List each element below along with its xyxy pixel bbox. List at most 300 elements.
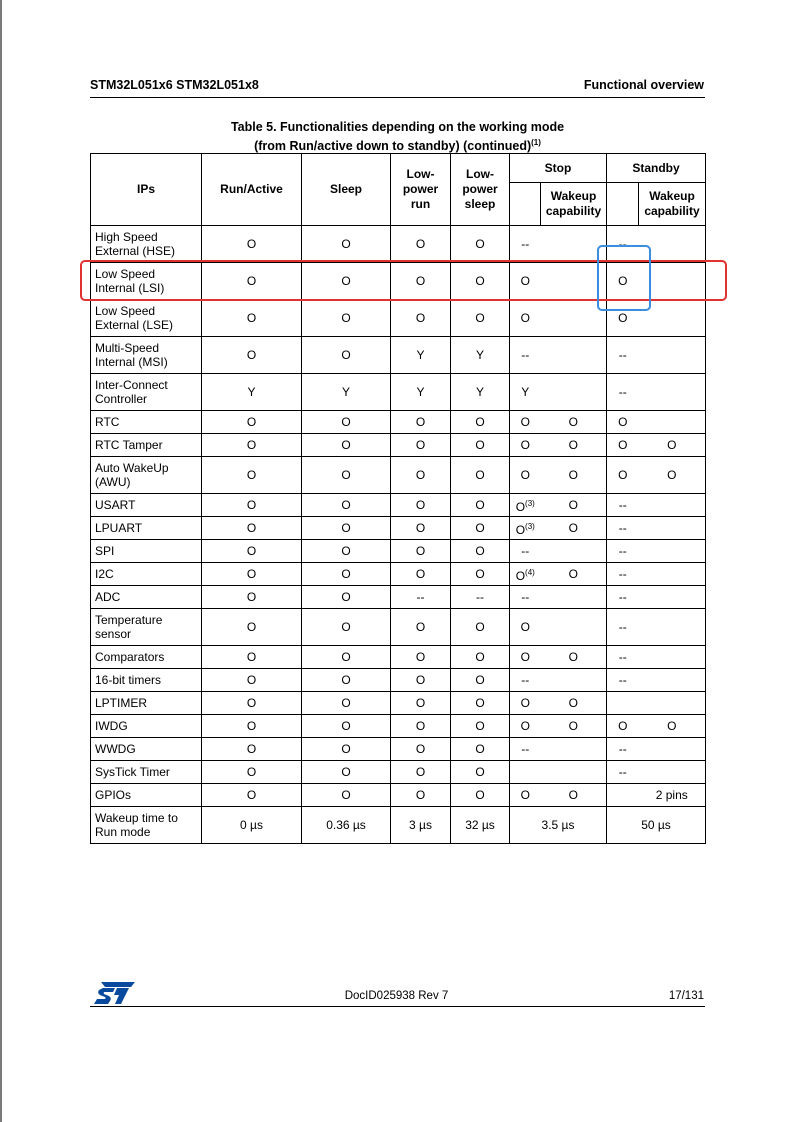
cell-sleep <box>302 669 391 692</box>
header-run-active: Run/Active <box>202 154 302 226</box>
cell-stby <box>607 669 639 692</box>
cell-value: -- <box>521 544 530 558</box>
cell-value: O <box>246 438 257 452</box>
cell-stop-w <box>541 692 607 715</box>
cell-value: O <box>618 311 628 325</box>
cell-stop <box>510 761 541 784</box>
cell-value: -- <box>521 237 530 251</box>
cell-value: -- <box>618 237 627 251</box>
cell-lps <box>451 226 510 263</box>
cell-value: O <box>475 521 485 535</box>
cell-sleep <box>302 434 391 457</box>
cell-value: O <box>246 521 257 535</box>
cell-lps <box>451 715 510 738</box>
cell-stby-w <box>639 563 706 586</box>
cell-run <box>202 226 302 263</box>
cell-stop <box>510 609 541 646</box>
cell-stop-w <box>541 494 607 517</box>
cell-lpr <box>391 434 451 457</box>
cell-value: Y <box>416 385 425 399</box>
cell-value: O <box>618 719 628 733</box>
header-stop-blank <box>510 183 541 226</box>
cell-value: O <box>415 544 426 558</box>
cell-value: O <box>520 650 530 664</box>
cell-stop-w <box>541 434 607 457</box>
cell-run <box>202 374 302 411</box>
cell-lps <box>451 457 510 494</box>
table-row <box>91 374 706 411</box>
caption-line-2 <box>90 135 705 154</box>
cell-value: O <box>520 468 530 482</box>
cell-value: O <box>341 498 351 512</box>
cell-value: O <box>246 274 257 288</box>
caption-line-2-text: (from Run/active down to standby) (continued) <box>254 139 532 153</box>
cell-sleep <box>302 337 391 374</box>
cell-stop <box>510 374 541 411</box>
cell-stop-w <box>541 374 607 411</box>
cell-value: -- <box>618 765 627 779</box>
cell-stby-w <box>639 411 706 434</box>
cell-value: O <box>667 719 677 733</box>
cell-value: O <box>415 765 426 779</box>
cell-run <box>202 738 302 761</box>
cell-stby-w <box>639 761 706 784</box>
cell-value: Y <box>416 348 425 362</box>
cell-value: O <box>246 673 257 687</box>
cell-stop-w <box>541 517 607 540</box>
cell-sleep <box>302 457 391 494</box>
cell-value: -- <box>618 348 627 362</box>
cell-value: O <box>246 696 257 710</box>
cell-lpr <box>391 586 451 609</box>
cell-value: -- <box>618 673 627 687</box>
cell-value: O <box>568 415 578 429</box>
cell-value: O <box>415 696 426 710</box>
cell-value: O <box>520 274 530 288</box>
cell-lpr <box>391 540 451 563</box>
cell-lpr <box>391 784 451 807</box>
cell-value: O <box>341 521 351 535</box>
cell-lpr <box>391 761 451 784</box>
cell-value: O <box>341 415 351 429</box>
cell-stop <box>510 563 541 586</box>
cell-value: O <box>520 719 530 733</box>
cell-value: -- <box>476 590 484 604</box>
cell-sleep <box>302 563 391 586</box>
cell-run <box>202 609 302 646</box>
cell-stby <box>607 494 639 517</box>
cell-run <box>202 669 302 692</box>
cell-value: O <box>246 311 257 325</box>
cell-value: O <box>667 468 677 482</box>
cell-stby-w <box>639 374 706 411</box>
cell-stby <box>607 692 639 715</box>
cell-value: O <box>415 788 426 802</box>
cell-sleep <box>302 784 391 807</box>
table-row <box>91 457 706 494</box>
ip-name-cell: Temperature sensor <box>91 609 202 646</box>
cell-value: O <box>475 696 485 710</box>
cell-lpr <box>391 494 451 517</box>
cell-value: O <box>568 521 578 535</box>
cell-value: O <box>475 742 485 756</box>
ip-name-cell: Low Speed External (LSE) <box>91 300 202 337</box>
ip-name-cell: Low Speed Internal (LSI) <box>91 263 202 300</box>
ip-name-cell: SPI <box>91 540 202 563</box>
cell-value: O <box>246 237 257 251</box>
cell-stop <box>510 494 541 517</box>
cell-value: O <box>618 468 628 482</box>
cell-stop <box>510 646 541 669</box>
cell-lps <box>451 374 510 411</box>
cell-sleep <box>302 300 391 337</box>
cell-lps <box>451 494 510 517</box>
cell-value: O <box>568 719 578 733</box>
cell-value: O <box>246 348 257 362</box>
cell-lpr <box>391 337 451 374</box>
cell-run <box>202 337 302 374</box>
cell-value: O <box>475 788 485 802</box>
cell-value: O <box>341 311 351 325</box>
footer-rule <box>90 1006 705 1007</box>
table-row <box>91 517 706 540</box>
cell-value: O <box>475 498 485 512</box>
cell-stby <box>607 715 639 738</box>
cell-sleep <box>302 715 391 738</box>
cell-run <box>202 761 302 784</box>
cell-stop-w <box>541 784 607 807</box>
cell-value: -- <box>416 590 425 604</box>
cell-stop-w <box>541 738 607 761</box>
wakeup-time-stop: 3.5 µs <box>510 807 607 844</box>
table-row <box>91 540 706 563</box>
cell-lps <box>451 738 510 761</box>
wakeup-time-sleep: 0.36 µs <box>302 807 391 844</box>
cell-lps <box>451 692 510 715</box>
cell-stop <box>510 517 541 540</box>
table-row <box>91 609 706 646</box>
cell-sleep <box>302 692 391 715</box>
cell-value: O <box>415 650 426 664</box>
cell-lps <box>451 300 510 337</box>
cell-value: O <box>667 438 677 452</box>
cell-stby-w <box>639 784 706 807</box>
ip-name-cell: ADC <box>91 586 202 609</box>
cell-value: Y <box>475 348 484 362</box>
cell-stby <box>607 337 639 374</box>
header-section-title: Functional overview <box>583 78 704 92</box>
cell-value: O <box>520 788 530 802</box>
ip-name-cell: Inter-Connect Controller <box>91 374 202 411</box>
cell-stop-w <box>541 457 607 494</box>
cell-value: -- <box>618 544 627 558</box>
cell-value: O <box>618 438 628 452</box>
cell-value: O <box>246 498 257 512</box>
cell-run <box>202 411 302 434</box>
cell-value: O <box>475 650 485 664</box>
cell-value: O <box>341 468 351 482</box>
cell-value: -- <box>618 567 627 581</box>
cell-value: -- <box>618 590 627 604</box>
cell-lpr <box>391 457 451 494</box>
footnote-ref: (3) <box>525 521 535 531</box>
cell-value: O <box>341 620 351 634</box>
cell-lpr <box>391 374 451 411</box>
ip-name-cell: 16-bit timers <box>91 669 202 692</box>
cell-stop-w <box>541 563 607 586</box>
cell-value: O <box>341 274 351 288</box>
cell-stby-w <box>639 457 706 494</box>
cell-lps <box>451 586 510 609</box>
cell-value: O <box>568 438 578 452</box>
cell-stop-w <box>541 609 607 646</box>
blue-highlight-box <box>597 245 651 311</box>
cell-value: O <box>475 567 485 581</box>
cell-value: -- <box>521 673 530 687</box>
cell-value: O <box>246 567 257 581</box>
cell-sleep <box>302 738 391 761</box>
cell-lps <box>451 337 510 374</box>
cell-sleep <box>302 226 391 263</box>
cell-stop-w <box>541 586 607 609</box>
cell-sleep <box>302 374 391 411</box>
header-stop: Stop <box>510 154 607 183</box>
ip-name-cell: I2C <box>91 563 202 586</box>
ip-name-cell: IWDG <box>91 715 202 738</box>
cell-value: O <box>246 544 257 558</box>
cell-stby <box>607 457 639 494</box>
cell-value: O <box>618 415 628 429</box>
header-low-power-run: Low-power run <box>391 154 451 226</box>
ip-name-cell: High Speed External (HSE) <box>91 226 202 263</box>
cell-value: O <box>520 620 530 634</box>
ip-name-cell: GPIOs <box>91 784 202 807</box>
cell-value: O <box>568 468 578 482</box>
cell-stop <box>510 586 541 609</box>
cell-value: O <box>246 415 257 429</box>
cell-value: O <box>520 438 530 452</box>
cell-value: O <box>475 311 485 325</box>
cell-stby-w <box>639 337 706 374</box>
wakeup-time-label: Wakeup time to Run mode <box>91 807 202 844</box>
cell-stby <box>607 761 639 784</box>
footnote-ref: (3) <box>525 498 535 508</box>
cell-lpr <box>391 226 451 263</box>
cell-stby-w <box>639 540 706 563</box>
cell-stop <box>510 434 541 457</box>
cell-stop-w <box>541 669 607 692</box>
ip-name-cell: RTC Tamper <box>91 434 202 457</box>
cell-sleep <box>302 540 391 563</box>
cell-value: O <box>520 415 530 429</box>
cell-value: O <box>475 719 485 733</box>
cell-value: O <box>341 544 351 558</box>
header-ips: IPs <box>91 154 202 226</box>
cell-run <box>202 517 302 540</box>
table-row <box>91 411 706 434</box>
cell-value: O <box>246 590 257 604</box>
header-standby-wakeup: Wakeup capability <box>639 183 706 226</box>
cell-value: O <box>475 438 485 452</box>
cell-value: O <box>341 788 351 802</box>
cell-lps <box>451 646 510 669</box>
cell-lps <box>451 434 510 457</box>
cell-run <box>202 300 302 337</box>
cell-value: O <box>618 274 628 288</box>
cell-stby-w <box>639 738 706 761</box>
ip-name-cell: Comparators <box>91 646 202 669</box>
cell-stby <box>607 784 639 807</box>
header-low-power-sleep: Low-power sleep <box>451 154 510 226</box>
cell-value: O <box>475 620 485 634</box>
cell-lpr <box>391 715 451 738</box>
cell-stby <box>607 646 639 669</box>
cell-lpr <box>391 609 451 646</box>
cell-stop-w <box>541 411 607 434</box>
cell-sleep <box>302 761 391 784</box>
cell-run <box>202 586 302 609</box>
cell-sleep <box>302 494 391 517</box>
wakeup-time-standby: 50 µs <box>607 807 706 844</box>
caption-footnote-ref: (1) <box>531 138 541 147</box>
cell-value: -- <box>618 498 627 512</box>
cell-stop <box>510 300 541 337</box>
cell-value: O <box>515 568 526 583</box>
cell-value: O <box>568 567 578 581</box>
ip-name-cell: WWDG <box>91 738 202 761</box>
cell-value: O <box>415 468 426 482</box>
cell-value: O <box>568 650 578 664</box>
cell-value: O <box>246 719 257 733</box>
cell-lps <box>451 609 510 646</box>
cell-value: O <box>341 719 351 733</box>
cell-lps <box>451 411 510 434</box>
header-sleep: Sleep <box>302 154 391 226</box>
table-row <box>91 586 706 609</box>
cell-stby-w <box>639 646 706 669</box>
cell-value: -- <box>618 385 627 399</box>
cell-value: O <box>415 498 426 512</box>
cell-value: O <box>568 696 578 710</box>
wakeup-time-run: 0 µs <box>202 807 302 844</box>
cell-value: -- <box>618 742 627 756</box>
cell-value: O <box>246 765 257 779</box>
wakeup-time-low-power-run: 3 µs <box>391 807 451 844</box>
cell-sleep <box>302 517 391 540</box>
cell-stop <box>510 715 541 738</box>
header-stop-wakeup: Wakeup capability <box>541 183 607 226</box>
cell-stop-w <box>541 337 607 374</box>
cell-value: O <box>415 719 426 733</box>
table-row <box>91 715 706 738</box>
cell-value: O <box>341 237 351 251</box>
cell-value: O <box>475 673 485 687</box>
cell-value: O <box>415 673 426 687</box>
table-row <box>91 337 706 374</box>
cell-lps <box>451 669 510 692</box>
cell-stby-w <box>639 692 706 715</box>
cell-value: O <box>520 311 530 325</box>
cell-value: -- <box>521 348 530 362</box>
cell-stby-w <box>639 609 706 646</box>
cell-value: O <box>415 620 426 634</box>
header-standby: Standby <box>607 154 706 183</box>
cell-stby <box>607 434 639 457</box>
cell-stop-w <box>541 540 607 563</box>
cell-value: O <box>341 650 351 664</box>
cell-stby <box>607 738 639 761</box>
cell-stop <box>510 540 541 563</box>
cell-run <box>202 494 302 517</box>
cell-lpr <box>391 692 451 715</box>
cell-value: Y <box>247 385 256 399</box>
cell-value: -- <box>618 650 627 664</box>
cell-lps <box>451 761 510 784</box>
cell-value: O <box>341 567 351 581</box>
cell-lps <box>451 563 510 586</box>
cell-value: O <box>415 567 426 581</box>
cell-stby-w <box>639 715 706 738</box>
cell-sleep <box>302 586 391 609</box>
cell-stop <box>510 337 541 374</box>
header-part-numbers: STM32L051x6 STM32L051x8 <box>90 78 259 92</box>
cell-sleep <box>302 411 391 434</box>
cell-value: 2 pins <box>655 788 688 802</box>
cell-value: O <box>415 521 426 535</box>
cell-run <box>202 692 302 715</box>
cell-stop <box>510 692 541 715</box>
table-caption <box>90 120 705 154</box>
cell-value: O <box>520 696 530 710</box>
table-row <box>91 761 706 784</box>
ip-name-cell: Auto WakeUp (AWU) <box>91 457 202 494</box>
cell-value: O <box>341 696 351 710</box>
ip-name-cell: SysTick Timer <box>91 761 202 784</box>
cell-value: Y <box>475 385 484 399</box>
cell-value: O <box>475 765 485 779</box>
ip-name-cell: RTC <box>91 411 202 434</box>
cell-stby <box>607 411 639 434</box>
cell-value: O <box>246 788 257 802</box>
cell-run <box>202 646 302 669</box>
table-row <box>91 784 706 807</box>
cell-value: Y <box>341 385 350 399</box>
cell-lpr <box>391 669 451 692</box>
cell-value: O <box>568 788 578 802</box>
cell-value: O <box>341 590 351 604</box>
cell-run <box>202 784 302 807</box>
table-row <box>91 494 706 517</box>
cell-value: -- <box>521 742 530 756</box>
cell-value: O <box>246 468 257 482</box>
cell-lpr <box>391 563 451 586</box>
cell-lps <box>451 784 510 807</box>
cell-lpr <box>391 738 451 761</box>
table-row <box>91 646 706 669</box>
cell-stop <box>510 411 541 434</box>
table-row <box>91 738 706 761</box>
cell-value: O <box>515 499 526 514</box>
header-standby-blank <box>607 183 639 226</box>
cell-stop <box>510 738 541 761</box>
cell-stby <box>607 586 639 609</box>
cell-lps <box>451 540 510 563</box>
cell-run <box>202 540 302 563</box>
page-left-edge <box>0 0 2 1122</box>
cell-stby-w <box>639 586 706 609</box>
cell-sleep <box>302 609 391 646</box>
cell-lpr <box>391 411 451 434</box>
